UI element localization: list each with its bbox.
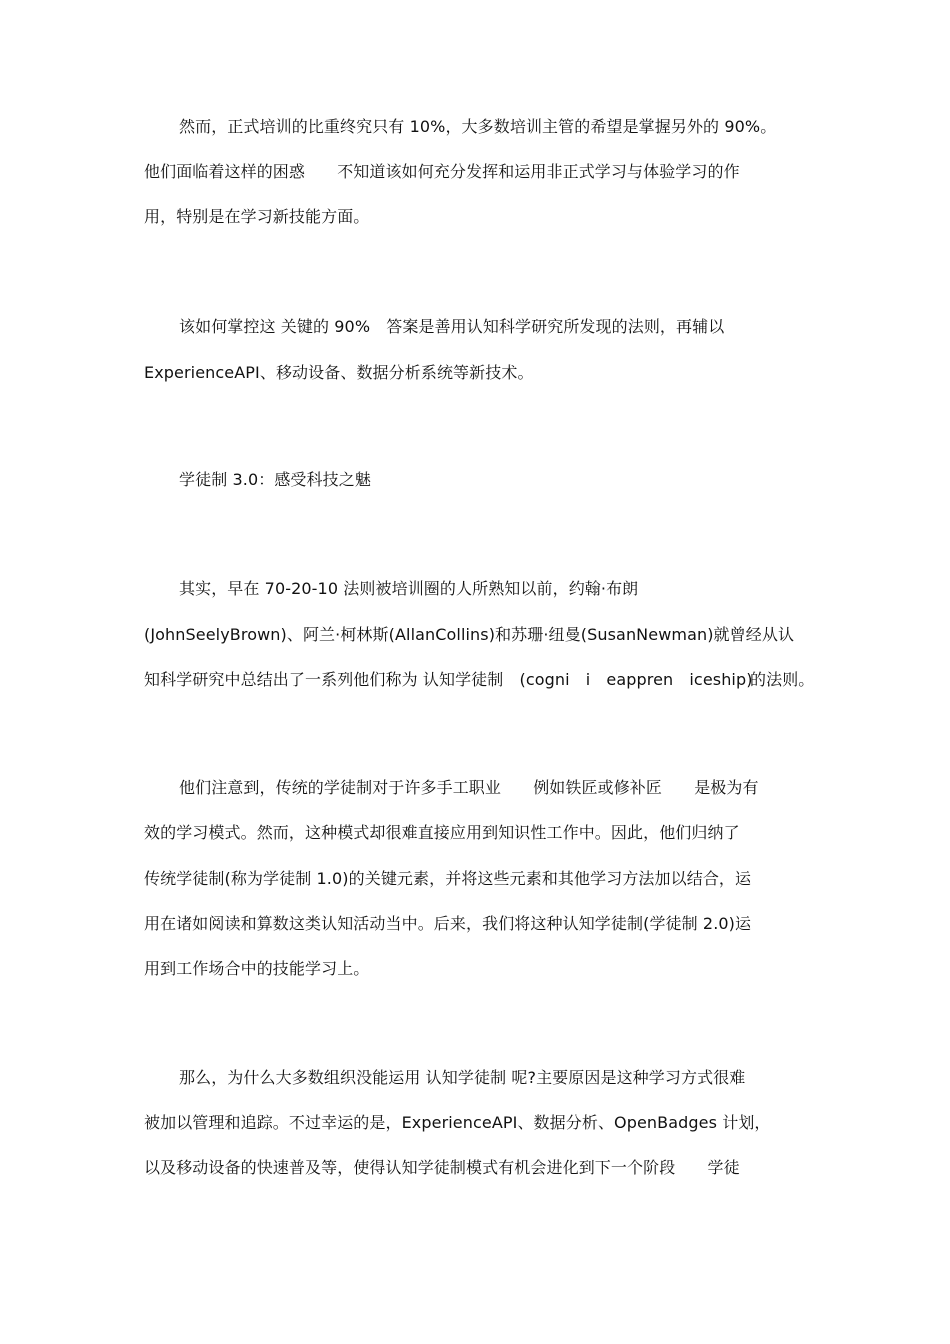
paragraph-2-line-2: ExperienceAPI、移动设备、数据分析系统等新技术。	[144, 363, 534, 382]
paragraph-4-line-3: 传统学徒制(称为学徒制 1.0)的关键元素，并将这些元素和其他学习方法加以结合，运	[144, 869, 752, 888]
paragraph-5-line-2: 被加以管理和追踪。不过幸运的是，ExperienceAPI、数据分析、OpenBadges 计划，	[144, 1113, 771, 1132]
paragraph-5-line-1: 那么，为什么大多数组织没能运用 认知学徒制 呢?主要原因是这种学习方式很难	[179, 1068, 746, 1087]
paragraph-4-line-4: 用在诸如阅读和算数这类认知活动当中。后来，我们将这种认知学徒制(学徒制 2.0)运	[144, 914, 752, 933]
paragraph-1-line-2: 他们面临着这样的困惑 不知道该如何充分发挥和运用非正式学习与体验学习的作	[144, 162, 740, 181]
paragraph-3-line-3-overlap: 的法则。	[750, 670, 815, 689]
paragraph-4-line-5: 用到工作场合中的技能学习上。	[144, 959, 370, 978]
paragraph-1-line-3: 用，特别是在学习新技能方面。	[144, 207, 370, 226]
paragraph-5-line-3: 以及移动设备的快速普及等，使得认知学徒制模式有机会进化到下一个阶段 学徒	[144, 1158, 740, 1177]
paragraph-1-line-1: 然而，正式培训的比重终究只有 10%，大多数培训主管的希望是掌握另外的 90%。	[179, 117, 777, 136]
paragraph-3-line-1: 其实，早在 70-20-10 法则被培训圈的人所熟知以前，约翰·布朗	[179, 579, 639, 598]
paragraph-2-line-1: 该如何掌控这 关键的 90% 答案是善用认知科学研究所发现的法则，再辅以	[179, 317, 725, 336]
paragraph-4-line-2: 效的学习模式。然而，这种模式却很难直接应用到知识性工作中。因此，他们归纳了	[144, 823, 740, 842]
paragraph-4-line-1: 他们注意到，传统的学徒制对于许多手工职业 例如铁匠或修补匠 是极为有	[179, 778, 759, 797]
paragraph-3-line-2: (JohnSeelyBrown)、阿兰·柯林斯(AllanCollins)和苏珊·纽曼(SusanNewman)就曾经从认	[144, 625, 795, 644]
paragraph-3-line-3: 知科学研究中总结出了一系列他们称为 认知学徒制 (cogni i eappren iceship)	[144, 670, 753, 689]
section-heading: 学徒制 3.0：感受科技之魅	[179, 470, 371, 489]
